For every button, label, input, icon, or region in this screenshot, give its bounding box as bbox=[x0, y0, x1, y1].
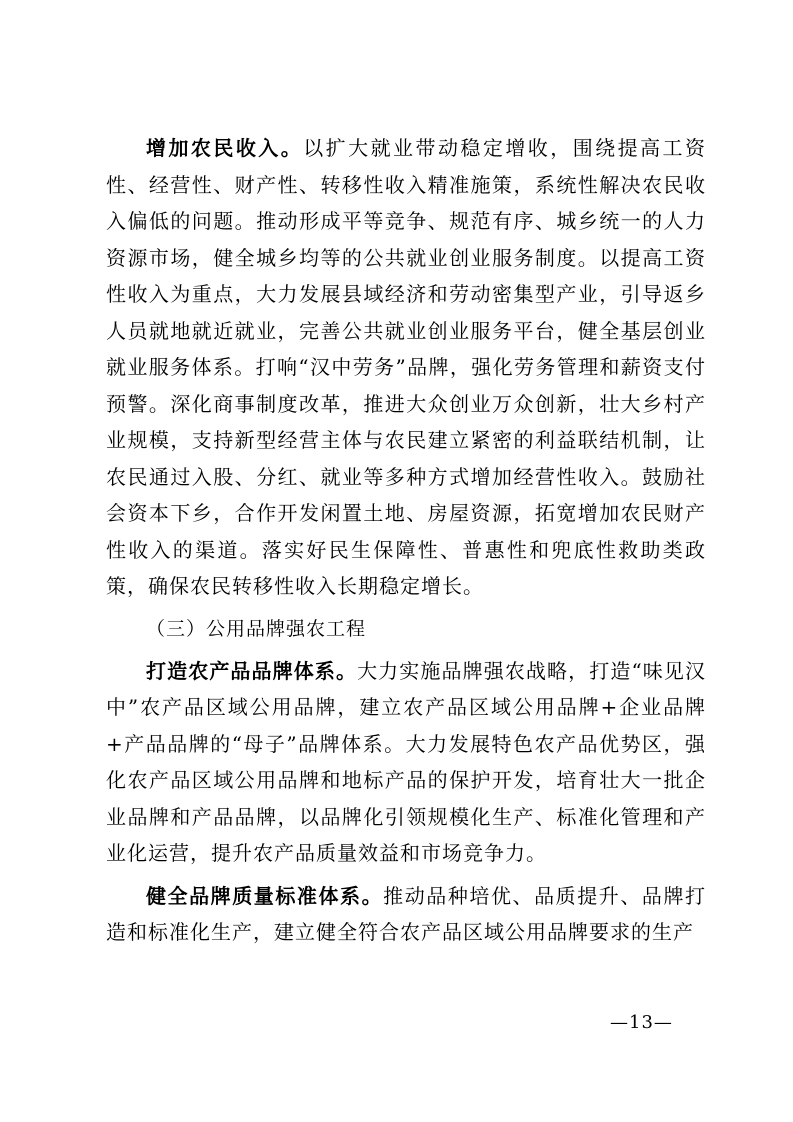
paragraph-lead: 打造农产品品牌体系。 bbox=[146, 658, 358, 683]
paragraph-quality-standards bbox=[106, 878, 706, 951]
paragraph-lead: 健全品牌质量标准体系。 bbox=[146, 883, 384, 908]
paragraph-increase-income bbox=[106, 130, 706, 605]
page-number: —13— bbox=[610, 1012, 673, 1033]
section-heading: （三）公用品牌强农工程 bbox=[146, 617, 367, 640]
paragraph-brand-system bbox=[106, 653, 706, 872]
paragraph-text: 推动品种培优、品质提升、品牌打造和标准化生产，建立健全符合农产品区域公用品牌要求的生产 bbox=[106, 883, 707, 944]
paragraph-text: 以扩大就业带动稳定增收，围绕提高工资性、经营性、财产性、转移性收入精准施策，系统性解决农民收入偏低的问题。推动形成平等竞争、规范有序、城乡统一的人力资源市场，健全城乡均等的公共就业创业服务制度。以提高工资性收入为重点，大力发展县域经济和劳动密集型产业，引导返乡人员就地就近就业，完善公共就业创业服务平台，健全基层创业就业服务体系。打响“汉中劳务”品牌，强化劳务管理和薪资支付预警。深化商事制度改革，推进大众创业万众创新，壮大乡村产业规模，支持新型经营主体与农民建立紧密的利益联结机制，让农民通过入股、分红、就业等多种方式增加经营性收入。鼓励社会资本下乡，合作开发闲置土地、房屋资源，拓宽增加农民财产性收入的渠道。落实好民生保障性、普惠性和兜底性救助类政策，确保农民转移性收入长期稳定增长。 bbox=[106, 136, 707, 598]
document-body bbox=[106, 130, 706, 951]
paragraph-lead: 增加农民收入。 bbox=[146, 136, 304, 160]
paragraph-text: 大力实施品牌强农战略，打造“味见汉中”农产品区域公用品牌，建立农产品区域公用品牌+企业品牌+产品品牌的“母子”品牌体系。大力发展特色农产品优势区，强化农产品区域公用品牌和地标产品的保护开发，培育壮大一批企业品牌和产品品牌，以品牌化引领规模化生产、标准化管理和产业化运营，提升农产品质量效益和市场竞争力。 bbox=[106, 658, 707, 865]
